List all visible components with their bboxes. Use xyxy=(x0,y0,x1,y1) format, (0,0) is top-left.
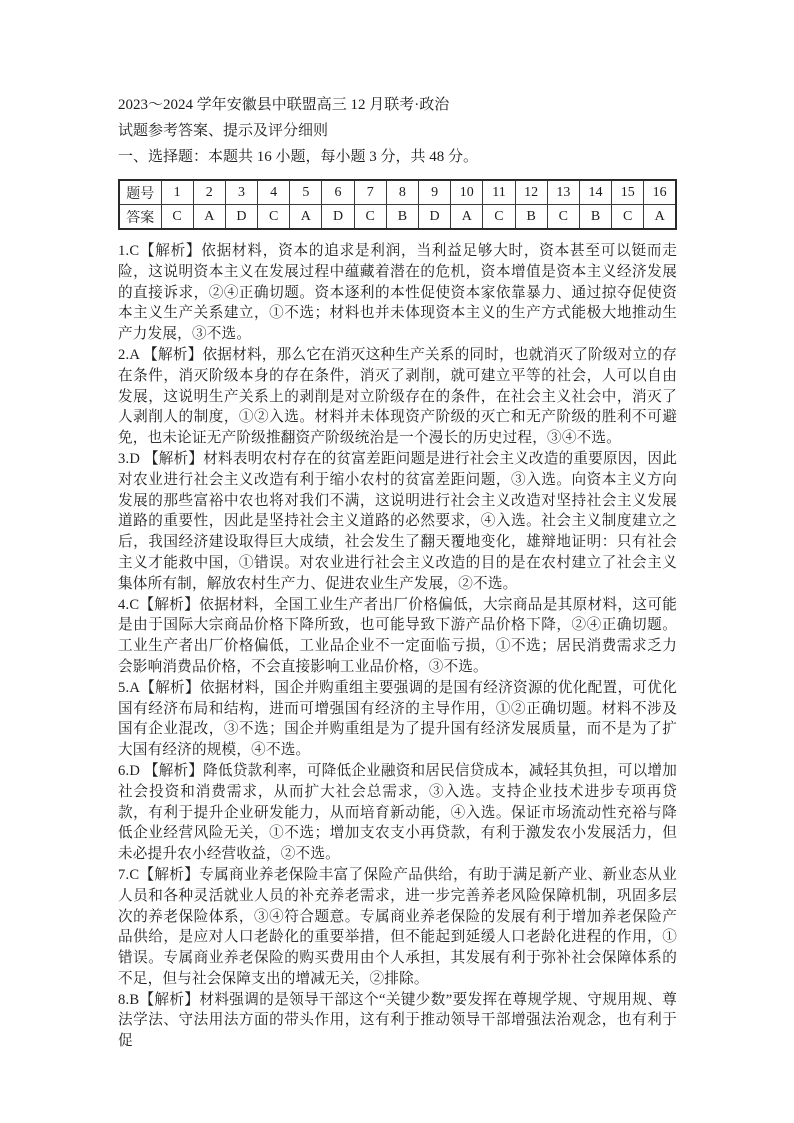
question-number-cell: 5 xyxy=(290,180,322,205)
answer-cell: B xyxy=(579,205,611,230)
question-number-cell: 14 xyxy=(579,180,611,205)
question-number-cell: 6 xyxy=(322,180,354,205)
question-number-row xyxy=(119,180,676,205)
question-number-cell: 8 xyxy=(386,180,418,205)
answer-cell: D xyxy=(322,205,354,230)
question-number-cell: 13 xyxy=(547,180,579,205)
answer-cell: C xyxy=(258,205,290,230)
question-number-cell: 12 xyxy=(515,180,547,205)
document-content xyxy=(118,92,677,1052)
question-number-cell: 7 xyxy=(354,180,386,205)
answer-cell: A xyxy=(451,205,483,230)
explanation-item-1: 1.C【解析】依据材料，资本的追求是利润，当利益足够大时，资本甚至可以铤而走险，这说明资本主义在发展过程中蕴藏着潜在的危机，资本增值是资本主义经济发展的直接诉求，②④正确切题。资本逐利的本性促使资本家依靠暴力、通过掠夺促使资本主义生产关系建立，①不选；材料也并未体现资本主义的生产方式能极大地推动生产力发展，③不选。 xyxy=(118,243,677,343)
question-number-cell: 15 xyxy=(612,180,644,205)
question-number-cell: 1 xyxy=(161,180,193,205)
explanation-item-8: 8.B【解析】材料强调的是领导干部这个“关键少数”要发挥在尊规学规、守规用规、尊法学法、守法用法方面的带头作用，这有利于推动领导干部增强法治观念，也有利于促 xyxy=(118,991,677,1050)
explanation-item-2: 2.A 【解析】依据材料，那么它在消灭这种生产关系的同时，也就消灭了阶级对立的存在条件，消灭阶级本身的存在条件，消灭了剥削，就可建立平等的社会，人可以自由发展，这说明生产关系上的剥削是对立阶级存在的条件，在社会主义社会中，消灭了人剥削人的制度，①②入选。材料并未体现资产阶级的灭亡和无产阶级的胜利不可避免，也未论证无产阶级推翻资产阶级统治是一个漫长的历史过程，③④不选。 xyxy=(118,346,677,447)
question-row-label: 题号 xyxy=(119,180,161,205)
section-heading: 一、选择题：本题共 16 小题，每小题 3 分，共 48 分。 xyxy=(118,149,479,165)
answer-cell: A xyxy=(290,205,322,230)
question-number-cell: 16 xyxy=(644,180,676,205)
answer-cell: C xyxy=(612,205,644,230)
exam-title: 2023～2024 学年安徽县中联盟高三 12 月联考·政治 xyxy=(118,97,450,113)
answer-cell: D xyxy=(225,205,257,230)
question-number-cell: 2 xyxy=(193,180,225,205)
answer-key-subtitle: 试题参考答案、提示及评分细则 xyxy=(118,123,329,139)
answer-cell: C xyxy=(354,205,386,230)
answer-cell: D xyxy=(419,205,451,230)
question-number-cell: 9 xyxy=(419,180,451,205)
answer-cell: B xyxy=(386,205,418,230)
explanation-item-6: 6.D 【解析】降低贷款利率，可降低企业融资和居民信贷成本，减轻其负担，可以增加社会投资和消费需求，从而扩大社会总需求，③入选。支持企业技术进步专项再贷款，有利于提升企业研发能力，从而培育新动能，④入选。保证市场流动性充裕与降低企业经营风险无关，①不选；增加支农支小再贷款，有利于激发农小发展活力，但未必提升农小经营收益，②不选。 xyxy=(118,762,677,863)
question-number-cell: 3 xyxy=(225,180,257,205)
answer-cell: C xyxy=(483,205,515,230)
answer-cell: B xyxy=(515,205,547,230)
question-number-cell: 10 xyxy=(451,180,483,205)
explanation-item-4: 4.C【解析】依据材料，全国工业生产者出厂价格偏低，大宗商品是其原材料，这可能是由于国际大宗商品价格下降所致，也可能导致下游产品价格下降，②④正确切题。工业生产者出厂价格偏低，工业品企业不一定面临亏损，①不选；居民消费需求乏力会影响消费品价格，不会直接影响工业品价格，③不选。 xyxy=(118,596,677,675)
explanation-item-3: 3.D 【解析】材料表明农村存在的贫富差距问题是进行社会主义改造的重要原因，因此对农业进行社会主义改造有利于缩小农村的贫富差距问题，③入选。向资本主义方向发展的那些富裕中农也将对我们不满，这说明进行社会主义改造对坚持社会主义发展道路的重要性，因此是坚持社会主义道路的必然要求，④入选。社会主义制度建立之后，我国经济建设取得巨大成绩，社会发生了翻天覆地变化，雄辩地证明：只有社会主义才能救中国，①错误。对农业进行社会主义改造的目的是在农村建立了社会主义集体所有制，解放农村生产力、促进农业生产发展，②不选。 xyxy=(118,450,677,592)
answer-cell: C xyxy=(161,205,193,230)
explanation-item-5: 5.A【解析】依据材料，国企并购重组主要强调的是国有经济资源的优化配置，可优化国有经济布局和结构，进而可增强国有经济的主导作用，①②正确切题。材料不涉及国有企业混改，③不选；国企并购重组是为了提升国有经济发展质量，而不是为了扩大国有经济的规模，④不选。 xyxy=(118,679,677,759)
answer-table xyxy=(118,179,677,230)
question-number-cell: 11 xyxy=(483,180,515,205)
explanation-item-7: 7.C【解析】专属商业养老保险丰富了保险产品供给，有助于满足新产业、新业态从业人员和各种灵活就业人员的补充养老需求，进一步完善养老风险保障机制，巩固多层次的养老保险体系，③④符合题意。专属商业养老保险的发展有利于增加养老保险产品供给，是应对人口老龄化的重要举措，但不能起到延缓人口老龄化进程的作用，①错误。专属商业养老保险的购买费用由个人承担，其发展有利于弥补社会保障体系的不足，但与社会保障支出的增减无关，②排除。 xyxy=(118,866,677,987)
answer-cell: A xyxy=(644,205,676,230)
answer-row-label: 答案 xyxy=(119,205,161,230)
answer-row xyxy=(119,205,676,230)
explanations-section xyxy=(118,241,677,1052)
answer-cell: A xyxy=(193,205,225,230)
question-number-cell: 4 xyxy=(258,180,290,205)
answer-cell: C xyxy=(547,205,579,230)
